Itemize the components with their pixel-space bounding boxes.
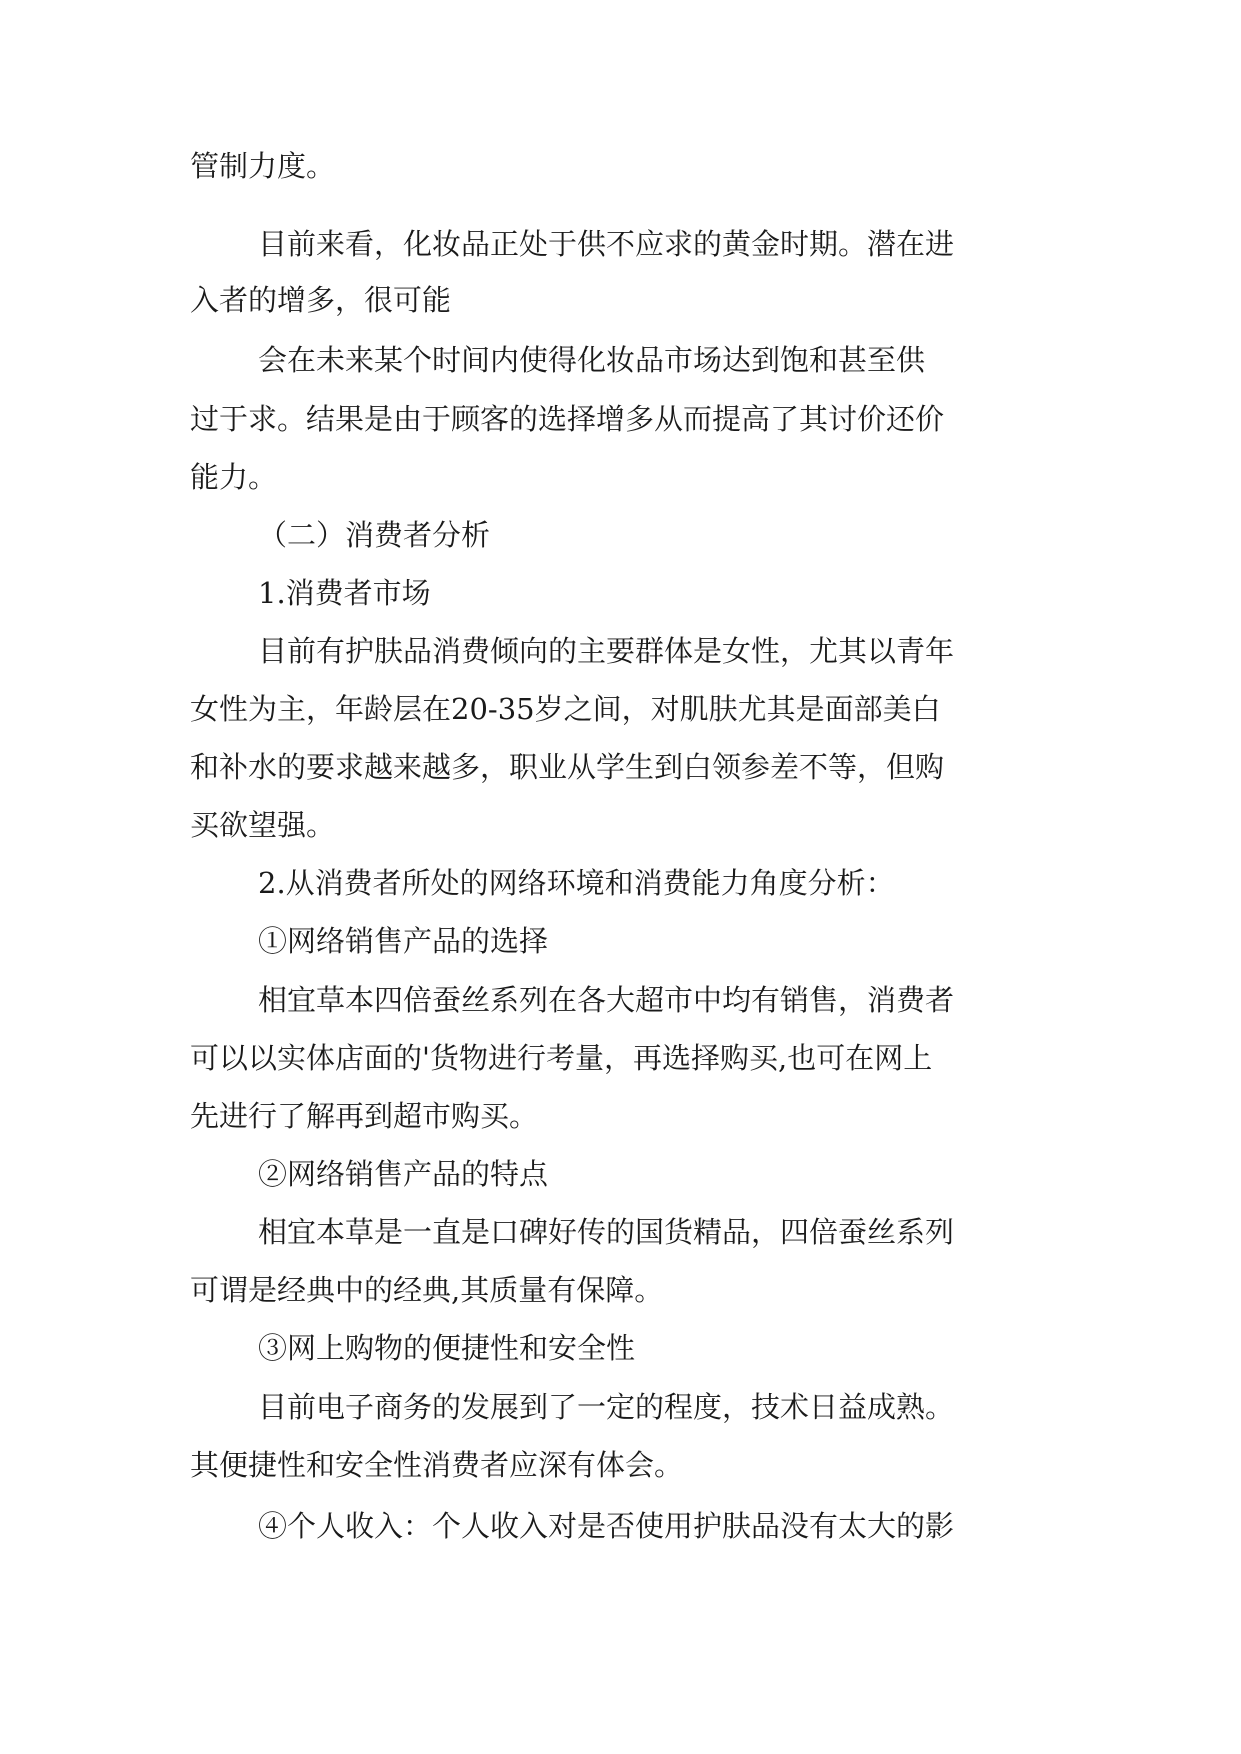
text-line: 先进行了解再到超市购买。 xyxy=(190,1099,539,1133)
list-item-heading: ④个人收入：个人收入对是否使用护肤品没有太大的影 xyxy=(258,1509,955,1543)
list-item-heading: ③网上购物的便捷性和安全性 xyxy=(258,1331,636,1365)
section-heading: （二）消费者分析 xyxy=(258,518,491,552)
text-line: 过于求。结果是由于顾客的选择增多从而提高了其讨价还价 xyxy=(190,402,945,436)
text-line: 女性为主，年龄层在20-35岁之间，对肌肤尤其是面部美白 xyxy=(190,692,941,726)
text-line: 可以以实体店面的'货物进行考量，再选择购买,也可在网上 xyxy=(190,1041,933,1075)
list-item-heading: ②网络销售产品的特点 xyxy=(258,1157,549,1191)
text-line: 目前有护肤品消费倾向的主要群体是女性，尤其以青年 xyxy=(258,634,955,668)
text-line: 目前电子商务的发展到了一定的程度，技术日益成熟。 xyxy=(258,1390,955,1424)
subsection-heading: 1.消费者市场 xyxy=(258,576,431,610)
text-line: 可谓是经典中的经典,其质量有保障。 xyxy=(190,1273,664,1307)
text-line: 和补水的要求越来越多，职业从学生到白领参差不等，但购 xyxy=(190,750,945,784)
text-line: 买欲望强。 xyxy=(190,808,336,842)
text-line: 其便捷性和安全性消费者应深有体会。 xyxy=(190,1448,684,1482)
text-line: 能力。 xyxy=(190,460,278,494)
subsection-heading: 2.从消费者所处的网络环境和消费能力角度分析： xyxy=(258,866,895,900)
text-line: 会在未来某个时间内使得化妆品市场达到饱和甚至供 xyxy=(258,343,926,377)
text-line: 相宜草本四倍蚕丝系列在各大超市中均有销售，消费者 xyxy=(258,983,955,1017)
text-line: 入者的增多，很可能 xyxy=(190,283,452,317)
list-item-heading: ①网络销售产品的选择 xyxy=(258,924,549,958)
text-line: 目前来看，化妆品正处于供不应求的黄金时期。潜在进 xyxy=(258,227,955,261)
text-line: 管制力度。 xyxy=(190,149,336,183)
text-line: 相宜本草是一直是口碑好传的国货精品，四倍蚕丝系列 xyxy=(258,1215,955,1249)
